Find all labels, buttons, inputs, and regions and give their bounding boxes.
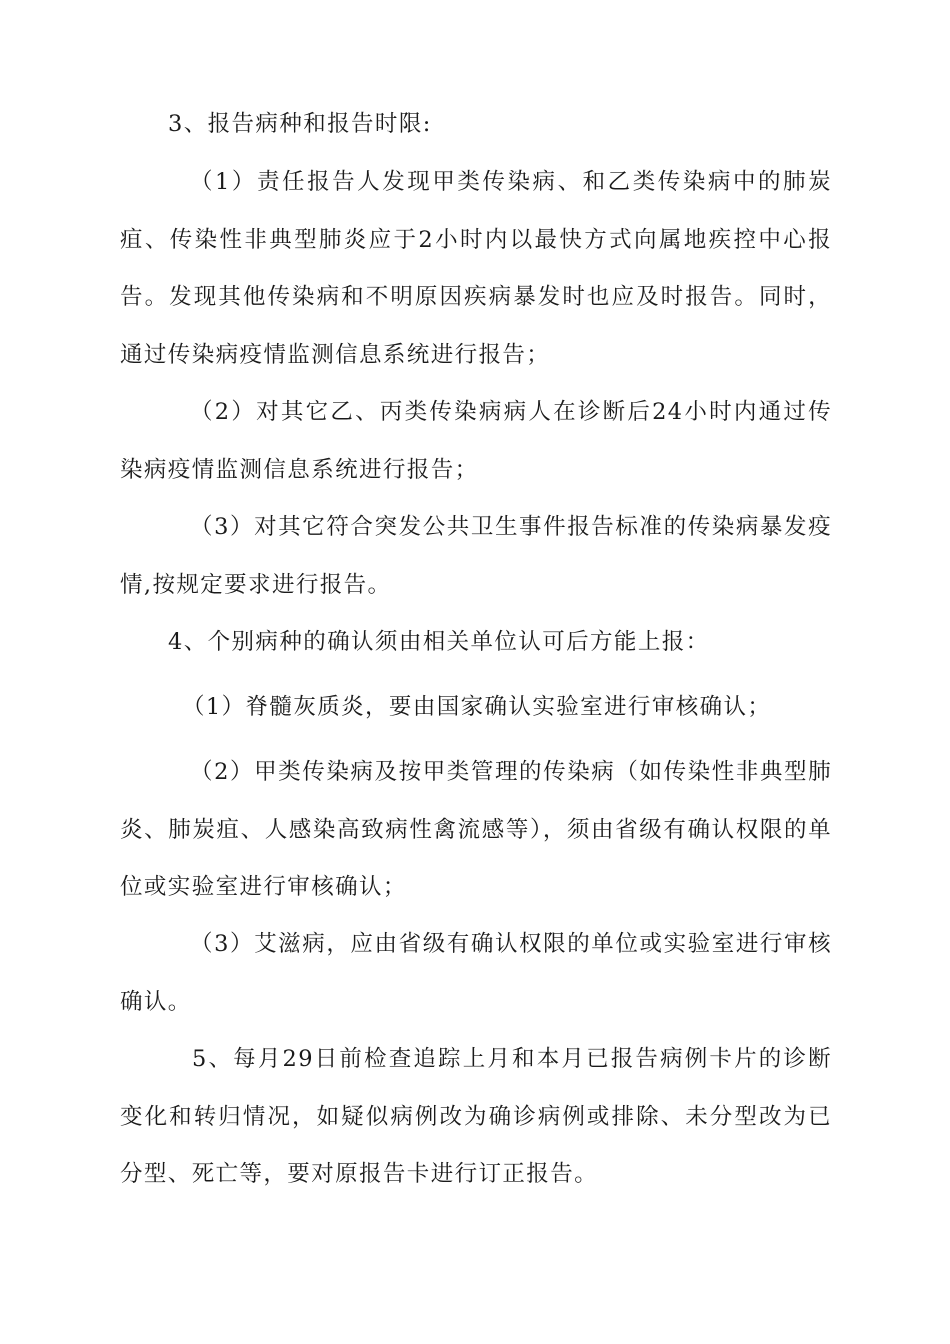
- section-5-paragraph: 5、每月29日前检查追踪上月和本月已报告病例卡片的诊断变化和转归情况，如疑似病例改为确诊病例或排除、未分型改为已分型、死亡等，要对原报告卡进行订正报告。: [120, 1046, 832, 1187]
- section-3-heading: 3、报告病种和报告时限:: [168, 111, 432, 137]
- section-3-item-2: （2）对其它乙、丙类传染病病人在诊断后24小时内通过传染病疫情监测信息系统进行报告；: [120, 399, 832, 483]
- section-3-item-3: （3）对其它符合突发公共卫生事件报告标准的传染病暴发疫情,按规定要求进行报告。: [120, 514, 832, 598]
- section-4-heading: 4、个别病种的确认须由相关单位认可后方能上报：: [168, 629, 710, 655]
- section-3-item-1: （1）责任报告人发现甲类传染病、和乙类传染病中的肺炭疽、传染性非典型肺炎应于2小时内以最快方式向属地疾控中心报告。发现其他传染病和不明原因疾病暴发时也应及时报告。同时，通过传染病疫情监测信息系统进行报告；: [120, 169, 832, 368]
- section-4-item-2: （2）甲类传染病及按甲类管理的传染病（如传染性非典型肺炎、肺炭疽、人感染高致病性禽流感等），须由省级有确认权限的单位或实验室进行审核确认；: [120, 759, 832, 900]
- section-4-item-3: （3）艾滋病，应由省级有确认权限的单位或实验室进行审核确认。: [120, 931, 832, 1015]
- section-4-item-1: （1）脊髓灰质炎，要由国家确认实验室进行审核确认；: [182, 694, 772, 720]
